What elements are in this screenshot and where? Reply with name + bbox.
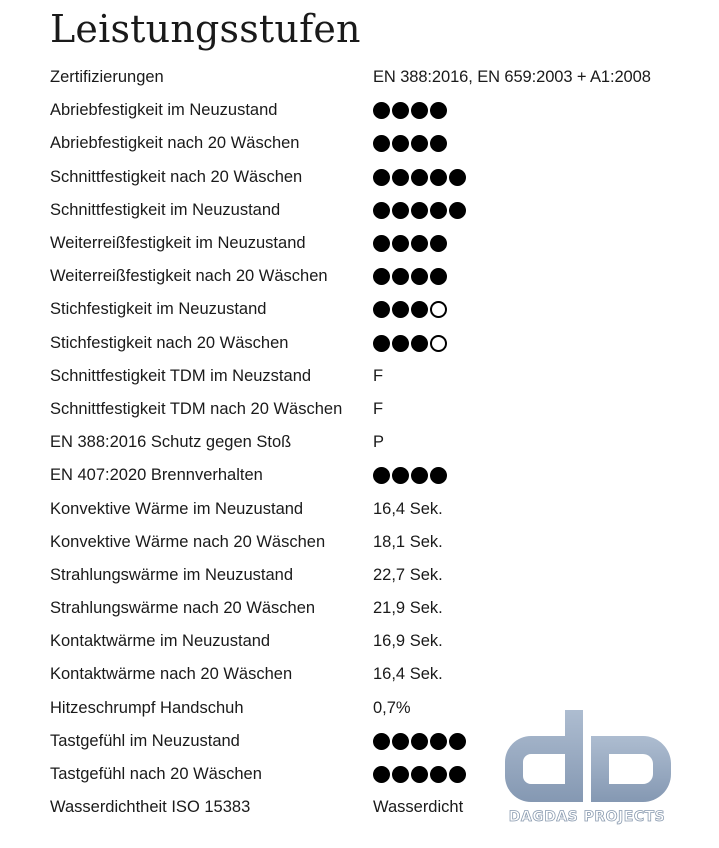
filled-dot-icon: [411, 335, 428, 352]
spec-label: Abriebfestigkeit im Neuzustand: [50, 101, 278, 120]
filled-dot-icon: [373, 301, 390, 318]
spec-value: P: [373, 433, 385, 452]
spec-label: Weiterreißfestigkeit nach 20 Wäschen: [50, 267, 328, 286]
filled-dot-icon: [373, 135, 390, 152]
filled-dot-icon: [373, 268, 390, 285]
spec-label: Schnittfestigkeit TDM nach 20 Wäschen: [50, 399, 343, 418]
spec-label: Stichfestigkeit im Neuzustand: [50, 300, 267, 319]
spec-row: [50, 227, 710, 260]
filled-dot-icon: [392, 102, 409, 119]
filled-dot-icon: [430, 467, 447, 484]
spec-label: EN 388:2016 Schutz gegen Stoß: [50, 433, 292, 452]
empty-dot-icon: [430, 301, 447, 318]
filled-dot-icon: [449, 766, 466, 783]
rating-dots: [373, 169, 466, 186]
page-title: Leistungsstufen: [50, 7, 361, 51]
watermark-logo: [487, 708, 687, 828]
filled-dot-icon: [449, 169, 466, 186]
spec-value: 0,7%: [373, 698, 411, 717]
spec-value: 16,4 Sek.: [373, 499, 443, 518]
spec-label: Tastgefühl im Neuzustand: [50, 731, 240, 750]
filled-dot-icon: [411, 766, 428, 783]
spec-label: Strahlungswärme im Neuzustand: [50, 565, 294, 584]
spec-label: Schnittfestigkeit TDM im Neuzstand: [50, 366, 312, 385]
filled-dot-icon: [411, 301, 428, 318]
spec-value: 21,9 Sek.: [373, 599, 443, 618]
filled-dot-icon: [430, 733, 447, 750]
empty-dot-icon: [430, 335, 447, 352]
spec-row: [50, 161, 710, 194]
filled-dot-icon: [430, 766, 447, 783]
rating-dots: [373, 335, 447, 352]
filled-dot-icon: [430, 169, 447, 186]
spec-row: [50, 94, 710, 127]
spec-row: [50, 625, 710, 658]
spec-row: [50, 260, 710, 293]
filled-dot-icon: [392, 733, 409, 750]
filled-dot-icon: [411, 202, 428, 219]
rating-dots: [373, 102, 447, 119]
filled-dot-icon: [373, 467, 390, 484]
filled-dot-icon: [392, 766, 409, 783]
spec-value: 16,4 Sek.: [373, 665, 443, 684]
filled-dot-icon: [392, 169, 409, 186]
spec-value: 22,7 Sek.: [373, 565, 443, 584]
spec-value: 16,9 Sek.: [373, 632, 443, 651]
filled-dot-icon: [411, 235, 428, 252]
filled-dot-icon: [373, 169, 390, 186]
spec-row: [50, 426, 710, 459]
filled-dot-icon: [392, 202, 409, 219]
spec-row: [50, 327, 710, 360]
spec-value: Wasserdicht: [373, 798, 464, 817]
filled-dot-icon: [430, 268, 447, 285]
spec-label: Stichfestigkeit nach 20 Wäschen: [50, 333, 289, 352]
spec-label: Wasserdichtheit ISO 15383: [50, 798, 251, 817]
spec-row: [50, 194, 710, 227]
rating-dots: [373, 202, 466, 219]
spec-label: Kontaktwärme im Neuzustand: [50, 632, 271, 651]
spec-value: EN 388:2016, EN 659:2003 + A1:2008: [373, 68, 651, 87]
filled-dot-icon: [430, 102, 447, 119]
spec-row: [50, 61, 710, 94]
spec-row: [50, 526, 710, 559]
spec-label: Hitzeschrumpf Handschuh: [50, 698, 244, 717]
filled-dot-icon: [411, 169, 428, 186]
spec-value: F: [373, 366, 384, 385]
spec-label: Konvektive Wärme nach 20 Wäschen: [50, 532, 326, 551]
filled-dot-icon: [373, 202, 390, 219]
spec-label: Zertifizierungen: [50, 68, 164, 87]
filled-dot-icon: [392, 235, 409, 252]
filled-dot-icon: [411, 102, 428, 119]
spec-label: EN 407:2020 Brennverhalten: [50, 466, 263, 485]
filled-dot-icon: [411, 467, 428, 484]
rating-dots: [373, 135, 447, 152]
spec-label: Weiterreißfestigkeit im Neuzustand: [50, 234, 306, 253]
spec-label: Tastgefühl nach 20 Wäschen: [50, 765, 262, 784]
rating-dots: [373, 766, 466, 783]
spec-row: [50, 492, 710, 525]
filled-dot-icon: [430, 135, 447, 152]
rating-dots: [373, 301, 447, 318]
rating-dots: [373, 467, 447, 484]
filled-dot-icon: [411, 733, 428, 750]
filled-dot-icon: [373, 235, 390, 252]
filled-dot-icon: [392, 335, 409, 352]
spec-row: [50, 592, 710, 625]
filled-dot-icon: [392, 268, 409, 285]
filled-dot-icon: [449, 733, 466, 750]
spec-label: Strahlungswärme nach 20 Wäschen: [50, 599, 316, 618]
filled-dot-icon: [373, 335, 390, 352]
spec-row: [50, 559, 710, 592]
filled-dot-icon: [449, 202, 466, 219]
filled-dot-icon: [430, 235, 447, 252]
rating-dots: [373, 733, 466, 750]
spec-row: [50, 127, 710, 160]
spec-row: [50, 459, 710, 492]
spec-row: [50, 658, 710, 691]
spec-label: Schnittfestigkeit im Neuzustand: [50, 200, 281, 219]
spec-label: Kontaktwärme nach 20 Wäschen: [50, 665, 293, 684]
spec-row: [50, 293, 710, 326]
watermark-caption: DAGDAS PROJECTS: [508, 809, 666, 825]
spec-label: Abriebfestigkeit nach 20 Wäschen: [50, 134, 300, 153]
filled-dot-icon: [373, 733, 390, 750]
spec-value: 18,1 Sek.: [373, 532, 443, 551]
rating-dots: [373, 235, 447, 252]
spec-row: [50, 360, 710, 393]
rating-dots: [373, 268, 447, 285]
filled-dot-icon: [411, 135, 428, 152]
filled-dot-icon: [430, 202, 447, 219]
filled-dot-icon: [373, 102, 390, 119]
spec-value: F: [373, 399, 384, 418]
filled-dot-icon: [392, 301, 409, 318]
filled-dot-icon: [392, 467, 409, 484]
spec-row: [50, 393, 710, 426]
spec-label: Schnittfestigkeit nach 20 Wäschen: [50, 167, 303, 186]
filled-dot-icon: [392, 135, 409, 152]
filled-dot-icon: [411, 268, 428, 285]
spec-label: Konvektive Wärme im Neuzustand: [50, 499, 304, 518]
filled-dot-icon: [373, 766, 390, 783]
